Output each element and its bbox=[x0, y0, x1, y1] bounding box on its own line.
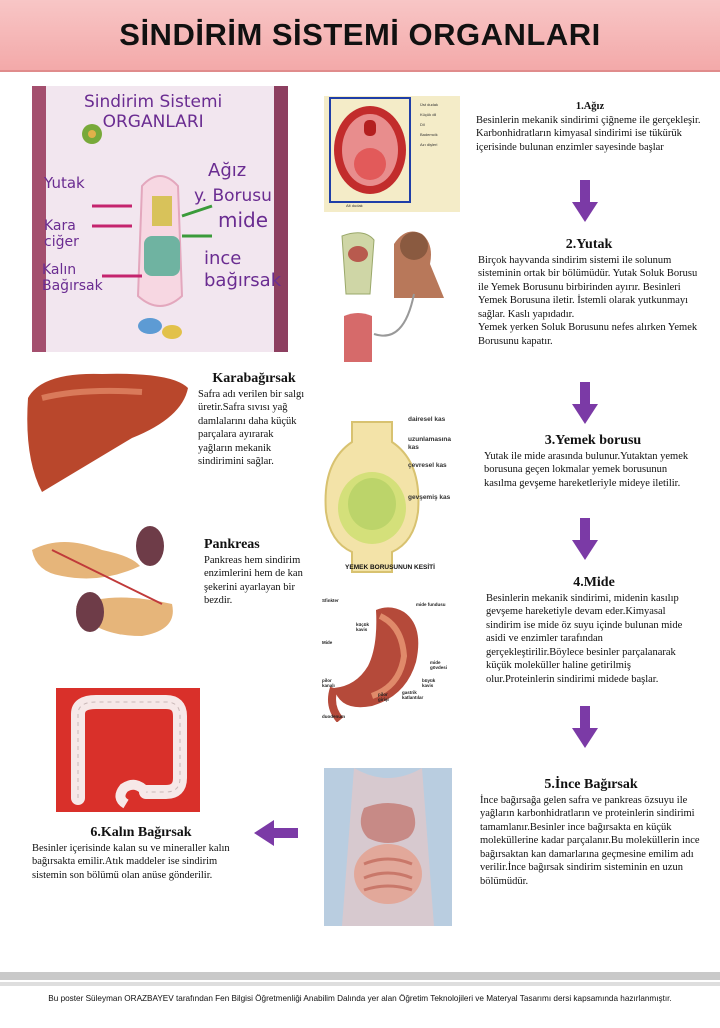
agiz-body: Besinlerin mekanik sindirimi çiğneme ile gerçekleşir. Karbonhidratların kimyasal sindirimi ise tükürük içerisinde bulunan enzimler sayesinde başlar bbox=[476, 114, 701, 153]
poster-label-karaciger-1: Kara bbox=[44, 218, 76, 234]
esophagus-image bbox=[322, 412, 452, 580]
footer-divider-thin bbox=[0, 982, 720, 986]
small-intestine-illustration bbox=[324, 768, 452, 926]
stomach-illustration bbox=[320, 596, 450, 722]
stomach-label-3: küçük kavis bbox=[356, 622, 370, 632]
poster-label-yutak: Yutak bbox=[44, 174, 85, 192]
stomach-label-8: büyük kavis bbox=[422, 678, 436, 688]
kalin-body: Besinler içerisinde kalan su ve mineraller kalın bağırsakta emilir.Atık maddeler ise sindirim sistemin son bölümü olan anüse gönderilir. bbox=[32, 842, 230, 881]
stomach-label-10: duodenum bbox=[322, 714, 345, 719]
section-agiz bbox=[476, 100, 704, 154]
pankreas-body: Pankreas hem sindirim enzimlerini hem de kan şekerini ayarlayan bir bezdir. bbox=[204, 554, 303, 606]
yutak-body-2: Yemek yerken Soluk Borusunu nefes alırken Yemek Borusunu kapatır. bbox=[478, 322, 698, 347]
poster-label-ince-1: ince bbox=[204, 248, 242, 269]
footer-divider bbox=[0, 972, 720, 980]
poster-label-yborusu: y. Borusu bbox=[194, 186, 272, 206]
poster-photo-title-2: ORGANLARI bbox=[102, 112, 204, 132]
yemek-borusu-body: Yutak ile mide arasında bulunur.Yutaktan yemek borusuna geçen lokmalar yemek borusunun kasılma gevşeme hareketleriyle mideye iletilir. bbox=[484, 450, 689, 489]
poster-photo-title-1: Sindirim Sistemi bbox=[84, 92, 223, 112]
section-pankreas bbox=[204, 538, 310, 608]
arrow-down-icon bbox=[572, 518, 598, 560]
ince-heading: 5.İnce Bağırsak bbox=[544, 777, 638, 792]
mouth-illustration bbox=[324, 96, 460, 212]
mouth-label-3: Dil bbox=[420, 122, 425, 127]
karaciger-heading: Karabağırsak bbox=[212, 371, 296, 386]
yutak-heading: 2.Yutak bbox=[565, 237, 613, 252]
poster-label-kalin-2: Bağırsak bbox=[42, 278, 103, 294]
mouth-label-6: Alt dudak bbox=[346, 203, 363, 208]
arrow-down-icon bbox=[572, 382, 598, 424]
handmade-poster-photo bbox=[32, 86, 288, 352]
footer-credit: Bu poster Süleyman ORAZBAYEV tarafından Fen Bilgisi Öğretmenliği Anabilim Dalında yer alan Öğretim Teknolojileri ve Materyal Tasarımı dersi kapsamında hazırlanmıştır. bbox=[48, 994, 672, 1003]
mouth-label-2: Küçük dil bbox=[420, 112, 437, 117]
small-intestine-image bbox=[324, 768, 452, 926]
section-ince-bagirsak bbox=[480, 778, 702, 888]
page-title: SİNDİRİM SİSTEMİ ORGANLARI bbox=[119, 17, 601, 52]
mouth-label-1: Üst dudak bbox=[420, 102, 439, 107]
ince-body: İnce bağırsağa gelen safra ve pankreas özsuyu ile yağların karbonhidratların ve proteinlerin sindirimi tamamlanır.Besinler ince bağırsakta en küçük moleküllerine kadar parçalanır.Bu moleküllerin ince bağırsaktan kan damarlarına geçmesine emilim adı verilir.İnce bağırsak sindirim sisteminin en uzun bölümüdür. bbox=[480, 794, 700, 887]
poster-label-mide: mide bbox=[218, 208, 269, 232]
pankreas-heading: Pankreas bbox=[204, 537, 260, 552]
large-intestine-image bbox=[56, 688, 200, 812]
stomach-label-6: pilor girişi bbox=[378, 692, 389, 702]
mouth-label-4: Bademcik bbox=[420, 132, 438, 137]
poster-label-karaciger-2: ciğer bbox=[44, 234, 79, 250]
stomach-label-7: gastrik katlantılar bbox=[402, 690, 424, 700]
mouth-label-5: Azı dişleri bbox=[420, 142, 438, 147]
stomach-label-4: Mide bbox=[322, 640, 333, 645]
esophagus-label-3: çevresel kas bbox=[408, 462, 447, 469]
liver-image bbox=[22, 368, 192, 496]
esophagus-label-2: uzunlamasına kas bbox=[408, 436, 451, 451]
stomach-label-1: Sfinkter bbox=[322, 598, 339, 603]
kalin-heading: 6.Kalın Bağırsak bbox=[90, 825, 192, 840]
pancreas-illustration bbox=[22, 520, 188, 644]
stomach-label-5: pilor kanalı bbox=[322, 678, 335, 688]
yutak-body-1: Birçok hayvanda sindirim sistemi ile solunum sisteminin ortak bir bölümüdür. Yutak Soluk Borusu ile Yemek Borusunu birbirinden ayırır. Besinleri Yemek Borusuna iletir. İstemli olarak yutkunmayı sağlar. Kaslı yapıdadır. bbox=[478, 254, 698, 320]
pharynx-illustration bbox=[334, 224, 446, 366]
large-intestine-illustration bbox=[56, 688, 200, 812]
esophagus-label-4: gevşemiş kas bbox=[408, 494, 451, 501]
stomach-image bbox=[320, 596, 450, 722]
pancreas-image bbox=[22, 520, 188, 644]
mouth-image bbox=[324, 96, 460, 212]
section-kalin-bagirsak bbox=[32, 826, 250, 882]
poster-label-ince-2: bağırsak bbox=[204, 270, 282, 291]
stomach-label-2: mide fundusu bbox=[416, 602, 446, 607]
pharynx-image bbox=[334, 224, 446, 366]
stomach-label-9: mide gövdesi bbox=[430, 660, 448, 670]
section-karaciger bbox=[198, 372, 310, 469]
arrow-down-icon bbox=[572, 706, 598, 748]
arrow-left-icon bbox=[254, 820, 298, 846]
agiz-heading: 1.Ağız bbox=[575, 101, 605, 112]
section-yemek-borusu bbox=[484, 434, 702, 490]
poster-label-agiz: Ağız bbox=[208, 160, 247, 181]
karaciger-body: Safra adı verilen bir salgı üretir.Safra sıvısı yağ damlalarını daha küçük parçalara ayırarak yağların mekanik sindirimini sağlar. bbox=[198, 388, 305, 467]
mide-body: Besinlerin mekanik sindirimi, midenin kasılıp gevşeme hareketiyle devam eder.Kimyasal sindirim ise mide öz suyu içinde bulunan mide asidi ve enzimler tarafından gerçekleştirilir.Böylece besinler parçalanarak küçük moleküller haline getirilmiş olur.Proteinlerin sindirimi midede başlar. bbox=[486, 592, 683, 685]
esophagus-caption: YEMEK BORUSUNUN KESİTİ bbox=[345, 564, 435, 571]
esophagus-label-1: dairesel kas bbox=[408, 416, 446, 423]
section-mide bbox=[486, 576, 702, 686]
liver-illustration bbox=[22, 368, 192, 496]
arrow-down-icon bbox=[572, 180, 598, 222]
title-banner bbox=[0, 0, 720, 72]
poster-label-kalin-1: Kalın bbox=[42, 262, 77, 278]
yemek-borusu-heading: 3.Yemek borusu bbox=[544, 433, 642, 448]
mide-heading: 4.Mide bbox=[573, 575, 615, 590]
section-yutak bbox=[478, 238, 700, 348]
